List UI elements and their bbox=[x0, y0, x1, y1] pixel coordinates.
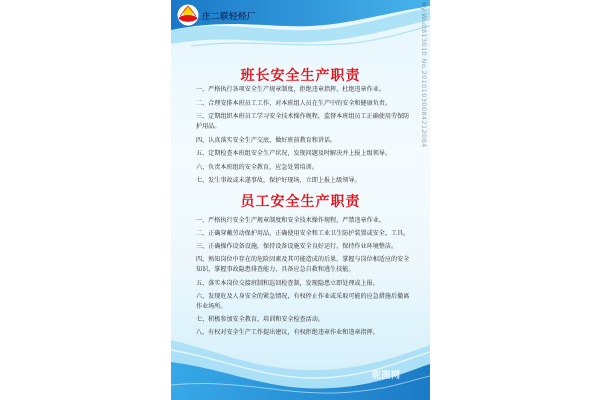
list-item: 二、正确穿戴劳动保护用品，正确使用安全和工业卫生防护装置或安全、工具。 bbox=[196, 230, 410, 238]
safety-poster bbox=[171, 0, 430, 400]
list-item: 七、发生事故或未遂事故，保护好现场，立即上报上级领导。 bbox=[196, 177, 361, 185]
list-item: 七、积极参加安全教育、培训和安全检查活动。 bbox=[196, 315, 324, 323]
list-item: 四、认真落实安全生产交底，做好班前教育和讲话。 bbox=[196, 136, 337, 144]
side-watermark: By:Wu0813010 No.20101030084212084 bbox=[420, 2, 428, 148]
list-item: 一、严格执行安全生产规章制度和安全技术操作规程，严禁违章作业。 bbox=[196, 217, 385, 224]
list-item: 五、定期检查本班组安全生产状况，发现问题及时解决并上报上级领导。 bbox=[196, 150, 391, 158]
list-item: 三、正确操作设备设施，保持设备设施安全良好运行，保持作业环境整洁。 bbox=[196, 243, 398, 251]
monitor-duties-list bbox=[196, 85, 414, 190]
list-item: 五、落实本岗位交接班制和巡回检查制，发现隐患立即处理或上报。 bbox=[196, 279, 379, 287]
list-item: 六、发现危及人身安全的紧急情况，有权停止作业或采取可能的应急措施后撤离作业场所。 bbox=[196, 292, 410, 310]
section-title-employee: 员工安全生产职责 bbox=[240, 194, 361, 210]
section-title-monitor: 班长安全生产职责 bbox=[240, 68, 361, 84]
company-name: 庄二联轻烃厂 bbox=[202, 12, 257, 22]
list-item: 六、负责本班组的安全教育，应急处置培训。 bbox=[196, 163, 318, 171]
list-item: 四、熟知岗位中存在的危险因素及其可能造成的后果，掌握与岗位相适应的安全知识，掌握事故隐患排查能力，具备应急自救和逃生技能。 bbox=[196, 256, 410, 274]
employee-duties-list bbox=[196, 216, 414, 341]
list-item: 八、有权对安全生产工作提出建议，有权拒绝违章作业和违章指挥。 bbox=[196, 329, 379, 337]
company-logo-icon bbox=[177, 4, 199, 26]
list-item: 二、合理安排本班员工工作，对本班组人员在生产中的安全和健康负责。 bbox=[196, 99, 391, 107]
list-item: 三、定期组织本班员工学习安全技术操作规程，监督本班组员工正确使用劳保防护用品。 bbox=[196, 113, 410, 131]
list-item: 一、严格执行各项安全生产规章制度，拒绝违章指挥，杜绝违章作业。 bbox=[196, 86, 385, 93]
bottom-watermark: 昵图网 bbox=[372, 371, 401, 381]
